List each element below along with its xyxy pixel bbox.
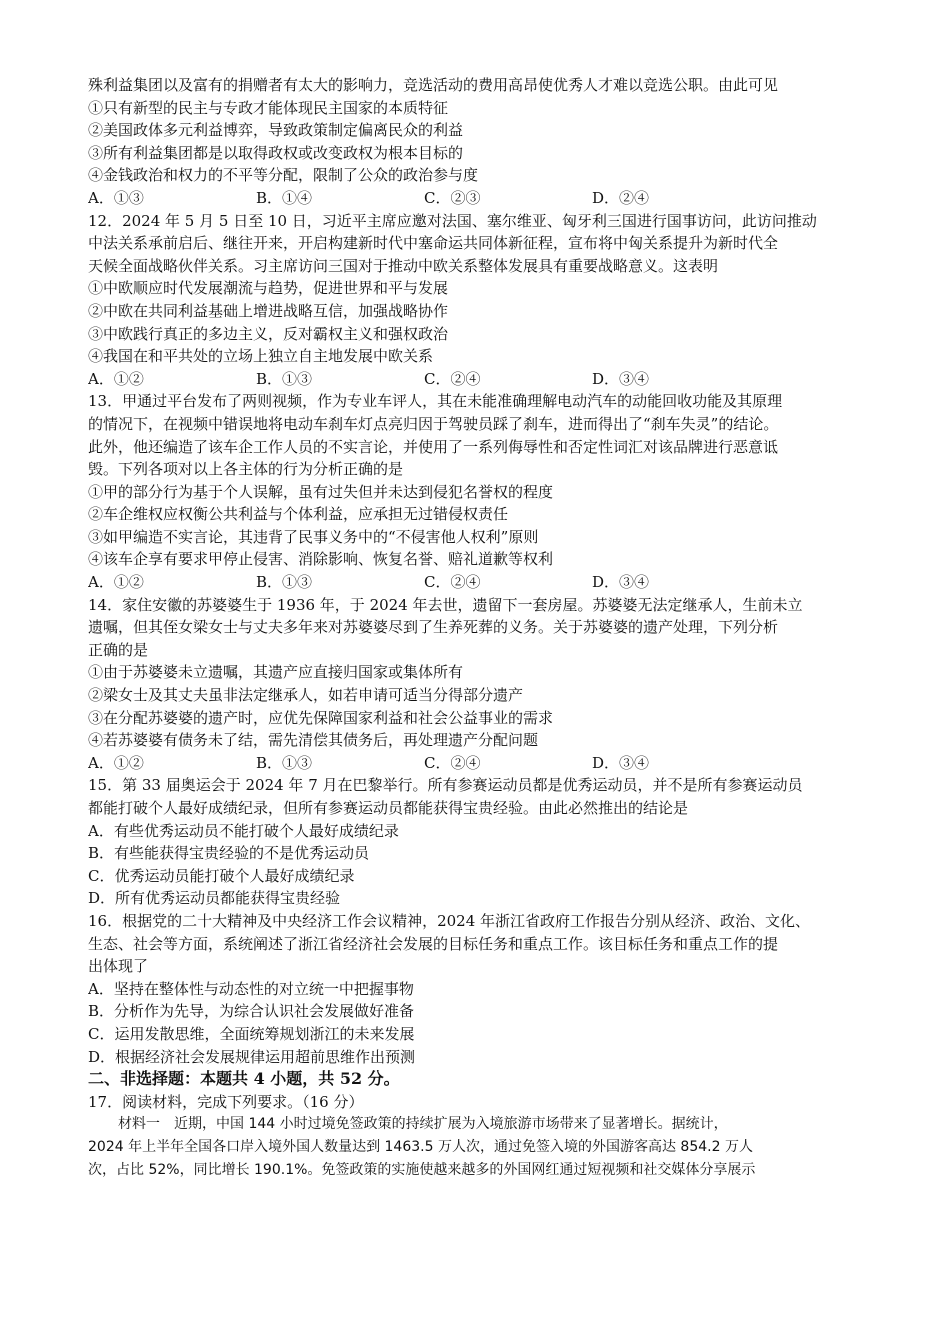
q13-stem-line-2: 的情况下，在视频中错误地将电动车刹车灯点亮归因于驾驶员踩了刹车，进而得出了“刹车失灵”的结论。	[88, 414, 779, 433]
q15-stem-line-2: 都能打破个人最好成绩纪录，但所有参赛运动员都能获得宝贵经验。由此必然推出的结论是	[88, 799, 689, 817]
q11-items	[88, 97, 888, 187]
q11-option-b[interactable]: B．①④	[256, 188, 313, 207]
q12-items	[88, 277, 888, 367]
q11-stem-tail: 殊利益集团以及富有的捐赠者有太大的影响力，竞选活动的费用高昂使优秀人才难以竞选公职。由此可见	[88, 76, 779, 94]
q12-item-3: ③中欧践行真正的多边主义，反对霸权主义和强权政治	[88, 324, 449, 343]
q13-stem-line-1: 13．甲通过平台发布了两则视频，作为专业车评人，其在未能准确理解电动汽车的动能回收功能及其原理	[88, 392, 783, 411]
q15-choice-c[interactable]: C．优秀运动员能打破个人最好成绩纪录	[88, 866, 355, 885]
q16-choice-a[interactable]: A．坚持在整体性与动态性的对立统一中把握事物	[88, 979, 414, 998]
q15-stem-line-1: 15．第 33 届奥运会于 2024 年 7 月在巴黎举行。所有参赛运动员都是优秀运动员，并不是所有参赛运动员	[88, 776, 803, 795]
q12-stem-line-1: 12．2024 年 5 月 5 日至 10 日，习近平主席应邀对法国、塞尔维亚、匈牙利三国进行国事访问，此访问推动	[88, 211, 817, 230]
q16-stem-line-3: 出体现了	[88, 957, 149, 976]
q12-item-2: ②中欧在共同利益基础上增进战略互信，加强战略协作	[88, 301, 449, 320]
q12-item-1: ①中欧顺应时代发展潮流与趋势，促进世界和平与发展	[88, 279, 449, 298]
q14-stem-line-1: 14．家住安徽的苏婆婆生于 1936 年，于 2024 年去世，遗留下一套房屋。苏婆婆无法定继承人，生前未立	[88, 595, 803, 614]
q14-stem	[88, 594, 888, 662]
q12-option-d[interactable]: D．③④	[592, 369, 650, 388]
section-2-title: 二、非选择题：本题共 4 小题，共 52 分。	[88, 1069, 400, 1089]
q13-item-1: ①甲的部分行为基于个人误解，虽有过失但并未达到侵犯名誉权的程度	[88, 482, 554, 501]
q11-item-3: ③所有利益集团都是以取得政权或改变政权为根本目标的	[88, 143, 464, 162]
q13-option-c[interactable]: C．②④	[424, 573, 481, 592]
q12-stem	[88, 210, 888, 278]
q14-option-a[interactable]: A．①②	[88, 753, 144, 772]
q16-choices	[88, 978, 888, 1068]
q12-stem-line-3: 天候全面战略伙伴关系。习主席访问三国对于推动中欧关系整体发展具有重要战略意义。这表明	[88, 256, 719, 275]
q12-options	[88, 368, 888, 391]
q16-stem-line-2: 生态、社会等方面，系统阐述了浙江省经济社会发展的目标任务和重点工作。该目标任务和重点工作的提	[88, 934, 779, 953]
q12-option-a[interactable]: A．①②	[88, 369, 144, 388]
q14-option-d[interactable]: D．③④	[592, 753, 650, 772]
q11-option-c[interactable]: C．②③	[424, 188, 481, 207]
q13-options	[88, 571, 888, 594]
q12-option-b[interactable]: B．①③	[256, 369, 313, 388]
page-content	[88, 74, 888, 1181]
q11-options	[88, 187, 888, 210]
q14-item-2: ②梁女士及其丈夫虽非法定继承人，如若申请可适当分得部分遗产	[88, 686, 524, 705]
q13-item-3: ③如甲编造不实言论，其违背了民事义务中的“不侵害他人权利”原则	[88, 527, 539, 546]
q17-material-line-2: 2024 年上半年全国各口岸入境外国人数量达到 1463.5 万人次，通过免签入境的外国游客高达 854.2 万人	[88, 1138, 753, 1155]
q15-stem	[88, 774, 888, 819]
q14-stem-line-2: 遗嘱，但其侄女梁女士与丈夫多年来对苏婆婆尽到了生养死葬的义务。关于苏婆婆的遗产处理，下列分析	[88, 618, 779, 637]
q17-material	[88, 1113, 888, 1181]
q13-stem-line-3: 此外，他还编造了该车企工作人员的不实言论，并使用了一系列侮辱性和否定性词汇对该品牌进行恶意诋	[88, 437, 779, 456]
q14-items	[88, 661, 888, 751]
q11-option-a[interactable]: A．①③	[88, 188, 144, 207]
q14-option-c[interactable]: C．②④	[424, 753, 481, 772]
q17-material-line-3: 次，占比 52%，同比增长 190.1%。免签政策的实施使越来越多的外国网红通过短视频和社交媒体分享展示	[88, 1161, 756, 1178]
q12-option-c[interactable]: C．②④	[424, 369, 481, 388]
q17-stem: 17．阅读材料，完成下列要求。（16 分）	[88, 1092, 364, 1111]
q15-choice-a[interactable]: A．有些优秀运动员不能打破个人最好成绩纪录	[88, 821, 399, 840]
q13-stem	[88, 390, 888, 480]
q16-choice-c[interactable]: C．运用发散思维，全面统筹规划浙江的未来发展	[88, 1024, 415, 1043]
q14-option-b[interactable]: B．①③	[256, 753, 313, 772]
q15-choices	[88, 820, 888, 910]
q14-item-4: ④若苏婆婆有债务未了结，需先清偿其债务后，再处理遗产分配问题	[88, 731, 539, 750]
q14-item-1: ①由于苏婆婆未立遗嘱，其遗产应直接归国家或集体所有	[88, 663, 464, 682]
q15-choice-b[interactable]: B．有些能获得宝贵经验的不是优秀运动员	[88, 844, 370, 863]
q14-stem-line-3: 正确的是	[88, 640, 149, 659]
q14-item-3: ③在分配苏婆婆的遗产时，应优先保障国家利益和社会公益事业的需求	[88, 708, 554, 727]
q11-option-d[interactable]: D．②④	[592, 188, 650, 207]
q11-item-4: ④金钱政治和权力的不平等分配，限制了公众的政治参与度	[88, 166, 479, 185]
q13-option-d[interactable]: D．③④	[592, 573, 650, 592]
q11-item-2: ②美国政体多元利益博弈，导致政策制定偏离民众的利益	[88, 121, 464, 140]
q16-stem-line-1: 16．根据党的二十大精神及中央经济工作会议精神，2024 年浙江省政府工作报告分别从经济、政治、文化、	[88, 911, 811, 930]
q12-stem-line-2: 中法关系承前启后、继往开来，开启构建新时代中塞命运共同体新征程，宣布将中匈关系提升为新时代全	[88, 234, 779, 253]
q16-stem	[88, 910, 888, 978]
q14-options	[88, 752, 888, 775]
q13-item-2: ②车企维权应权衡公共利益与个体利益，应承担无过错侵权责任	[88, 505, 509, 524]
q13-stem-line-4: 毁。下列各项对以上各主体的行为分析正确的是	[88, 460, 404, 479]
q13-item-4: ④该车企享有要求甲停止侵害、消除影响、恢复名誉、赔礼道歉等权利	[88, 550, 554, 569]
q16-choice-b[interactable]: B．分析作为先导，为综合认识社会发展做好准备	[88, 1002, 415, 1021]
q12-item-4: ④我国在和平共处的立场上独立自主地发展中欧关系	[88, 347, 434, 366]
q16-choice-d[interactable]: D．根据经济社会发展规律运用超前思维作出预测	[88, 1047, 416, 1066]
q17-material-line-1: 材料一 近期，中国 144 小时过境免签政策的持续扩展为入境旅游市场带来了显著增长。据统计，	[118, 1116, 728, 1133]
q13-option-a[interactable]: A．①②	[88, 573, 144, 592]
q13-option-b[interactable]: B．①③	[256, 573, 313, 592]
q15-choice-d[interactable]: D．所有优秀运动员都能获得宝贵经验	[88, 889, 341, 908]
q11-item-1: ①只有新型的民主与专政才能体现民主国家的本质特征	[88, 98, 449, 117]
q13-items	[88, 481, 888, 571]
